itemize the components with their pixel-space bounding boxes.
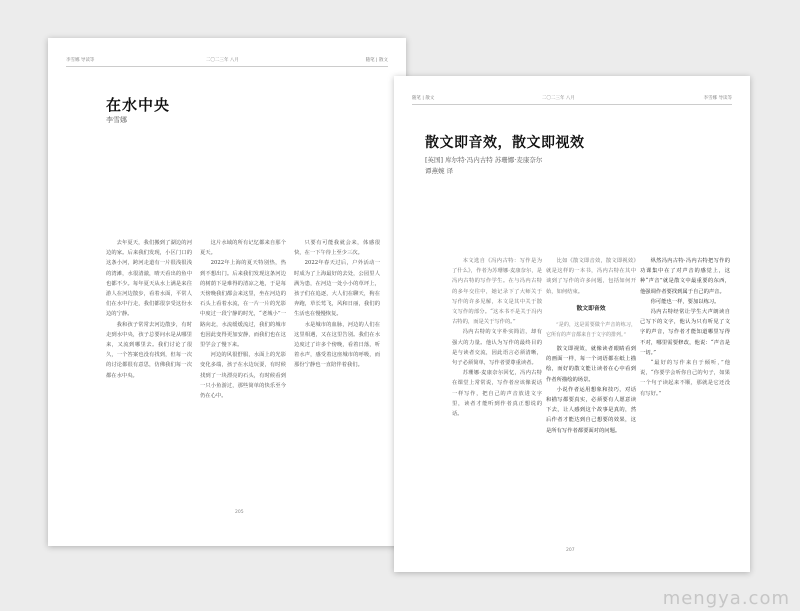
right-paragraph: 散文即视效，就像读者眼睛看到的画面一样，每一个词语都在纸上描绘，而好的散文能让读者在心中看到作者所描绘的场景。 (546, 346, 636, 383)
right-header-right: 李雪娜 导读等 (703, 96, 732, 101)
right-paragraph: 比如《散文即音效，散文即视效》就是这样的一本书，冯内古特在其中谈到了写作的许多问题，包括如何开始，如何结束。 (546, 258, 636, 295)
right-article-translator: 谭燕婉 译 (425, 167, 454, 175)
right-page-number: 207 (566, 548, 575, 553)
left-paragraph: 这片水域的所有记忆都来自那个夏天。 (200, 240, 286, 257)
right-paragraph: 冯内古特的文字朴实简洁，却有强大的力量。他认为写作的最终目的是与读者交流，因此语言必须清晰，句子必须简单，写作者要尊重读者。 (452, 329, 542, 367)
left-article-author: 李雪娜 (106, 116, 127, 124)
right-paragraph: 小说作者运用想象和技巧，对话和描写都要真实，必须要有人愿意读下去，让人感到这个故事是真的，然后作者才能达到自己想要的效果，这是所有写作者都要面对的问题。 (546, 386, 636, 434)
left-column-2 (200, 238, 286, 513)
left-header-center: 二〇二三年 八月 (206, 58, 239, 63)
right-column-1 (452, 256, 542, 539)
right-paragraph: 纵然冯内古特·冯内古特把写作的功课集中在了对声音的感觉上，这种“声音”就是散文中最重要的东西，他强调作者要找到属于自己的声音。 (640, 258, 730, 295)
left-paragraph: 我和孩子常常去河边散步，有时走到水中央，孩子总要问水是从哪里来，又流到哪里去。我们讨论了很久，一个答案也没有找到，但每一次的讨论都很有意思，仿佛我们每一次都在水中央。 (106, 321, 192, 379)
right-paragraph: 冯内古特经常让学生大声朗读自己写下的文字，他认为只有听见了文字的声音，写作者才能知道哪里写得不对，哪里需要修改，他说：“声音是一切。” (640, 309, 730, 356)
left-article-title: 在水中央 (106, 96, 171, 114)
right-column-3 (640, 256, 730, 539)
right-quote: “是的，这是需要做个声音的练习，它所有的声音都来自于文字的排列。” (546, 322, 636, 338)
left-paragraph: 2022年春天过后，户外活动一时成为了上海最好的去处，公园里人满为患，在河边一处小小的草坪上，孩子们在追逐，大人们在聊天，狗在奔跑，草长莺飞，风和日丽，我们的生活也在慢慢恢复。 (294, 260, 380, 318)
left-header-left: 李雪娜 导读等 (66, 58, 95, 63)
right-header-center: 二〇二三年 八月 (542, 96, 575, 101)
left-paragraph: 河边的风很舒服，水面上的光影变化多端，孩子在水边玩耍，有时候找到了一块漂亮的石头，有时候看到一只小鱼游过，那些简单的快乐至今仍在心中。 (200, 352, 286, 400)
left-paragraph: 只要有可能我就会来，体感很快，在一下午待上至少三次。 (294, 240, 380, 257)
left-paragraph: 水是城市的血脉，河边的人们在这里相遇，又在这里告别。我们在水边度过了许多个傍晚，看着日落，听着水声，感受着这座城市的呼吸，而那份宁静也一直陪伴着我们。 (294, 321, 380, 369)
right-paragraph: 苏珊娜·麦康奈尔回忆，冯内古特在课堂上常常说，写作者应该像说话一样写作，把自己的声音放进文字里，读者才能听到作者真正想说的话。 (452, 370, 542, 418)
watermark: mengya.com (662, 588, 790, 609)
right-subheading: 散文即音效 (576, 305, 606, 312)
right-page (394, 76, 750, 572)
right-paragraph: “最好的写作来自于倾听，”他说，“你要学会听你自己的句子，如果一个句子读起来不顺，那就是它还没有写好。” (640, 360, 730, 397)
right-header-rule (412, 104, 732, 105)
left-paragraph: 2022年上海的夏天特别热，热到不想出门。后来我们发现这条河边的树荫下是难得的清凉之地，于是每天傍晚我们都会来这里，坐在河边的石头上看着水流，在一片一片的光影中度过一段宁静的时光，“老城小”一路向北，水流缓缓流过，我们的城市也因此变得更加安静，而我们也在这里学会了慢下来。 (200, 260, 286, 349)
right-article-title: 散文即音效，散文即视效 (425, 135, 585, 151)
left-paragraph: 去年夏天，我们搬到了湖边的河边的家。后来我们发现，小区门口的这条小河，跨河走道有一片很浅很浅的湾滩，水很清澈，晴天看出的鱼中也都不少。每年夏天从水上满是来往游人在河边散步，看着水面，平常人们在水中行走，我们都很享受这份水边的宁静。 (106, 240, 192, 318)
right-article-byline: [英国] 库尔特·冯内古特 苏珊娜·麦康奈尔 (425, 156, 543, 164)
right-column-2 (546, 256, 636, 539)
left-page-number: 205 (235, 510, 244, 515)
right-header-left: 随笔 | 散文 (412, 96, 435, 101)
left-header-right: 随笔 | 散文 (365, 58, 388, 63)
right-paragraph: 本文选自《冯内古特：写作是为了什么》，作者为苏珊娜·麦康奈尔，是冯内古特的写作学生。在与冯内古特的多年交往中，她记录下了大师关于写作的许多见解，本文是其中关于散文写作的部分。“这本书不是关于冯内古特的，而是关于写作的。” (452, 258, 542, 326)
left-column-1 (106, 238, 192, 513)
left-page (48, 38, 406, 546)
left-header-rule (66, 66, 388, 67)
left-column-3 (294, 238, 380, 513)
right-paragraph: 你可能也一样，要加以练习。 (650, 298, 720, 305)
